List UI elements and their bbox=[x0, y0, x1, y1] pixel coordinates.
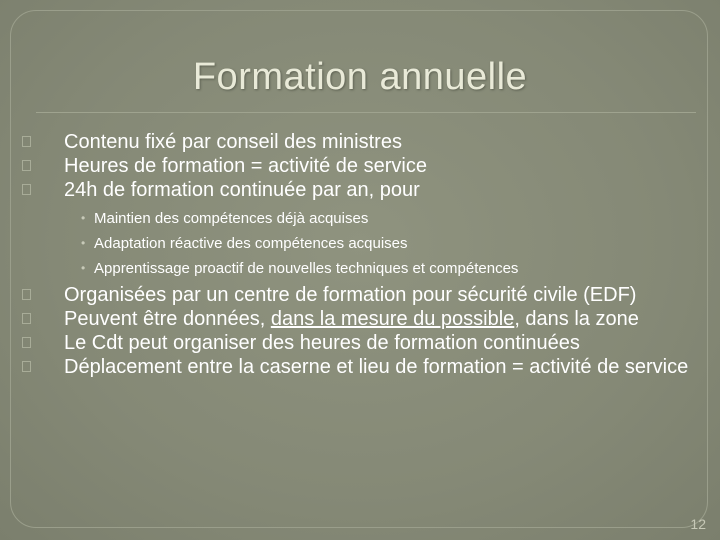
sub-list-item bbox=[20, 256, 690, 281]
bullet-dot-icon: • bbox=[81, 236, 86, 250]
bullet-dot-icon: • bbox=[81, 261, 86, 275]
bullet-text: 24h de formation continuée par an, pour bbox=[64, 179, 420, 201]
bullet-box-icon bbox=[22, 361, 31, 372]
bullet-box-icon bbox=[22, 289, 31, 300]
sub-list-item bbox=[20, 206, 690, 231]
slide-title: Formation annuelle bbox=[192, 56, 528, 98]
list-item bbox=[20, 130, 690, 154]
bullet-box-icon bbox=[22, 337, 31, 348]
bullet-dot-icon: • bbox=[81, 211, 86, 225]
bullet-text: Heures de formation = activité de service bbox=[64, 155, 427, 177]
list-item bbox=[20, 307, 690, 331]
bullet-box-icon bbox=[22, 136, 31, 147]
list-item bbox=[20, 331, 690, 355]
bullet-text-before: Peuvent être données, bbox=[64, 308, 271, 330]
bullet-text: Déplacement entre la caserne et lieu de formation = activité de service bbox=[64, 356, 689, 378]
list-item bbox=[20, 178, 690, 202]
bullet-text: Organisées par un centre de formation pour sécurité civile (EDF) bbox=[64, 284, 637, 306]
bullet-text: Le Cdt peut organiser des heures de formation continuées bbox=[64, 332, 580, 354]
sub-list-item bbox=[20, 231, 690, 256]
sub-bullet-text: Adaptation réactive des compétences acquises bbox=[94, 235, 408, 252]
title-divider bbox=[36, 112, 696, 113]
sub-bullet-text: Apprentissage proactif de nouvelles techniques et compétences bbox=[94, 260, 519, 277]
bullet-box-icon bbox=[22, 313, 31, 324]
slide-number: 12 bbox=[690, 516, 706, 532]
bullet-box-icon bbox=[22, 184, 31, 195]
bullet-text-underlined: dans la mesure du possible bbox=[270, 308, 515, 330]
bullet-text: Contenu fixé par conseil des ministres bbox=[64, 131, 402, 153]
bullet-box-icon bbox=[22, 160, 31, 171]
sub-list bbox=[20, 206, 690, 281]
bullet-list bbox=[20, 130, 690, 379]
list-item bbox=[20, 283, 690, 307]
bullet-text-after: , dans la zone bbox=[514, 308, 639, 330]
sub-bullet-text: Maintien des compétences déjà acquises bbox=[94, 210, 369, 227]
list-item bbox=[20, 355, 690, 379]
list-item bbox=[20, 154, 690, 178]
